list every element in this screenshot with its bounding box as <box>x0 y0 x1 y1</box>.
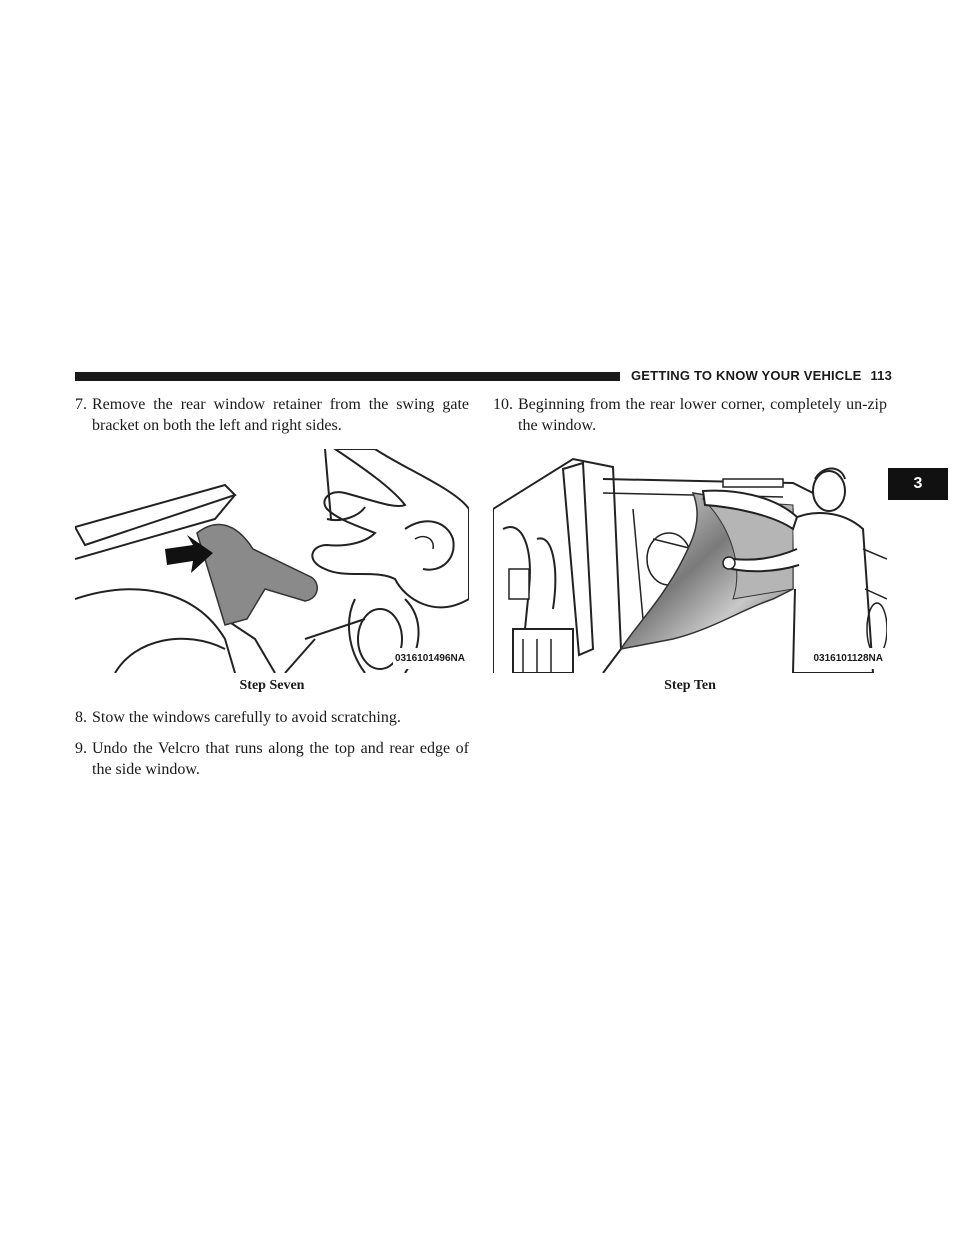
figure-caption: Step Seven <box>239 678 305 693</box>
figure-step-ten <box>493 449 887 673</box>
step-10 <box>493 394 887 436</box>
step-ten-illustration <box>493 449 887 673</box>
step-number: 10. <box>493 396 513 413</box>
page-number: 113 <box>870 368 893 383</box>
step-9 <box>75 738 469 780</box>
step-text: Undo the Velcro that runs along the top and rear edge of the side window. <box>92 740 469 778</box>
left-column <box>75 394 469 780</box>
step-8 <box>75 707 469 728</box>
section-title: GETTING TO KNOW YOUR VEHICLE <box>631 368 862 383</box>
figure-step-seven <box>75 449 469 673</box>
figure-code: 0316101128NA <box>811 648 885 669</box>
chapter-tab: 3 <box>888 468 948 500</box>
right-column <box>493 394 887 707</box>
step-text: Beginning from the rear lower corner, completely un-zip the window. <box>518 396 887 434</box>
figure-caption: Step Ten <box>664 678 716 693</box>
step-7 <box>75 394 469 436</box>
step-text: Stow the windows carefully to avoid scratching. <box>92 709 401 726</box>
running-header <box>631 368 891 386</box>
header-rule <box>75 372 620 381</box>
step-number: 9. <box>75 740 87 757</box>
step-number: 7. <box>75 396 87 413</box>
step-text: Remove the rear window retainer from the swing gate bracket on both the left and right sides. <box>92 396 469 434</box>
step-seven-illustration <box>75 449 469 673</box>
figure-code: 0316101496NA <box>393 648 467 669</box>
step-number: 8. <box>75 709 87 726</box>
